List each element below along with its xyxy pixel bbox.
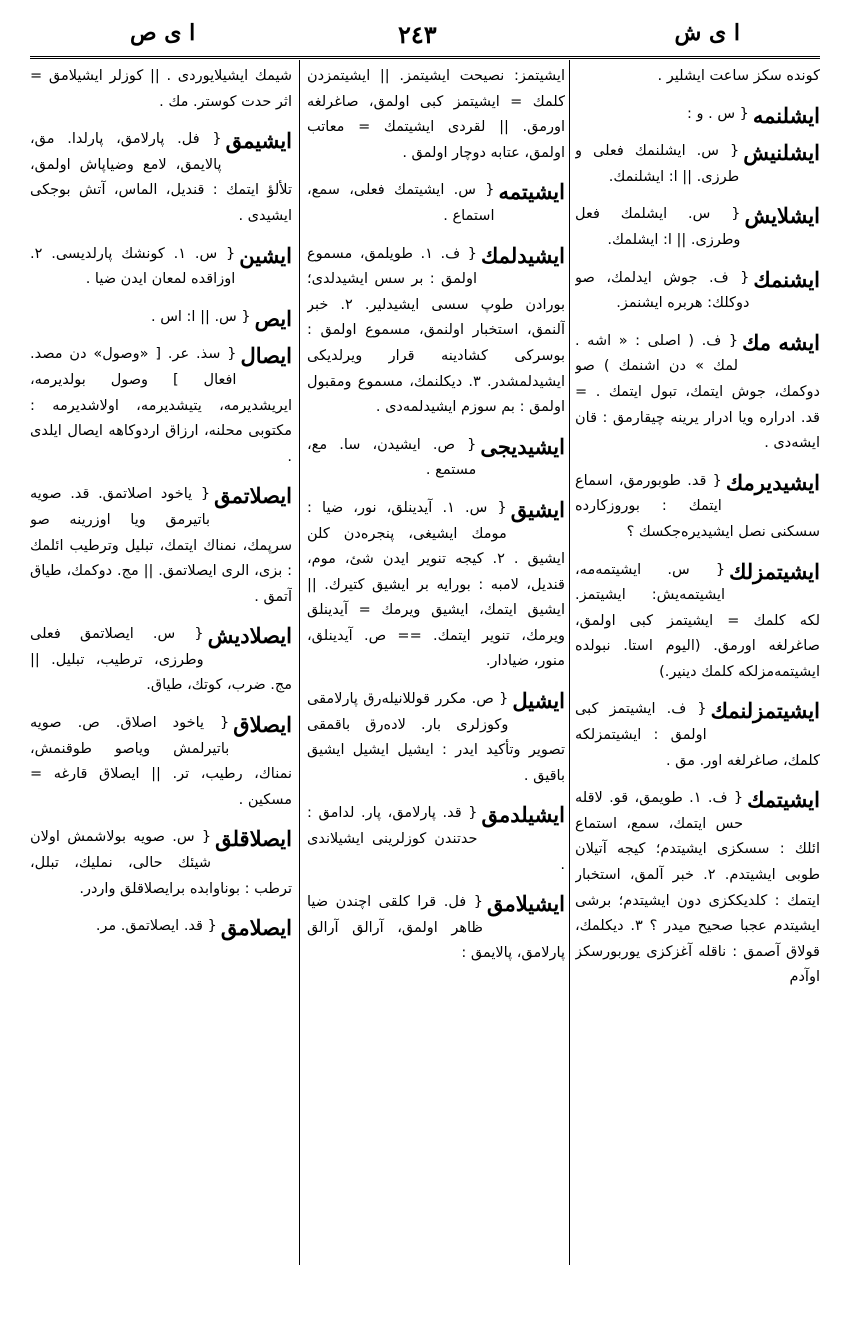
dictionary-entry — [30, 825, 292, 902]
entry-headword: ايشيلدمق — [481, 802, 565, 828]
dictionary-entry — [30, 242, 292, 293]
entry-headword: ايشيمق — [225, 128, 292, 154]
entry-definition: شيمك ايشيلايوردى . || كوزلر ايشيلامق = اثر حدت كوستر. مك . — [30, 68, 292, 110]
entry-definition: { ف. ( اصلى : « اشه . لمك » دن اشنمك ) صو دوكمك، جوش ايتمك، تبول ايتمك . = قد. ادراره ويا ادرار يرينه چيقارمق : قان ايشه‌دى . — [575, 332, 820, 452]
column-right — [575, 64, 820, 1264]
entry-definition: { س. ايشلنمك فعلى و طرزى. || ا: ايشلنمك. — [575, 143, 740, 185]
dictionary-entry — [575, 139, 820, 190]
entry-headword: ايشلنمه — [752, 102, 820, 128]
dictionary-entry — [307, 178, 565, 229]
entry-definition: { س. || ا: اس . — [150, 308, 251, 325]
entry-definition: { س. ١. كونشك پارلديسى. ٢. اوزاقده لمعان ايدن ضيا . — [30, 245, 236, 288]
entry-definition: { ص. مكرر قوللانيله‌رق پارلامقى وكوزلرى بار. لاده‌رق باقمقى تصوير وتأكيد ايدر : ايشيل ايشيل ايشيق باقيق . — [307, 691, 565, 784]
entry-definition: { ف. ١. طويمق، قو. لاقله حس ايتمك، سمع، استماع ائلك : سسكزى ايشيتدم؛ كيجه آتيلان طوبى ايشيتدم. ٢. خبر آلمق، استخبار ايتمك : كلديككزى دون ايشيتدم؛ برشى ايشيتدم عجبا صحيح ميدر ؟ ٣. ديكلمك، قولاق آصمق : ناقله آغزكزى يوربورسكز اوآدم — [575, 790, 820, 986]
dictionary-entry — [307, 496, 565, 675]
header-left-guide: ا ى ص — [130, 20, 196, 46]
entry-headword: ايشيتمك — [747, 787, 820, 813]
entry-definition: { فل. پارلامق، پارلدا. مق، پالايمق، لامع وضياپاش اولمق، تلألؤ ايتمك : قنديل، الماس، آتش بوجكى ايشيدى . — [30, 131, 292, 224]
entry-definition: { س. صويه بولاشمش اولان شيئك حالى، نمليك، تبلل، ترطب : بوناوابده برايصلاقلق واردر. — [30, 829, 292, 897]
entry-headword: ايشيتمزلنمك — [710, 698, 820, 724]
entry-headword: ايشنمك — [753, 266, 820, 292]
entry-definition: { قد. طوبورمق، اسماع ايتمك : بوروزكارده سسكنى نصل ايشيديره‌جكسك ؟ — [575, 472, 820, 540]
entry-headword: ايصلاق — [233, 712, 292, 738]
dictionary-entry — [30, 64, 292, 115]
dictionary-entry — [575, 202, 820, 253]
dictionary-entry — [307, 433, 565, 484]
entry-headword: ايشيديرمك — [725, 469, 820, 495]
page-number: ٢٤٣ — [398, 20, 437, 49]
entry-headword: ايصلاتمق — [214, 483, 292, 509]
entry-definition: { س. ايشيتمه‌مه، ايشيتمه‌يش: ايشيتمز. لكه كلمك = ايشيتمز كبى اولمق، صاغرلغه اورمق. (اليوم استا. نبولده ايشيتمه‌مزلكه كلمك دينير.) — [575, 561, 820, 680]
entry-headword: ايشيديجى — [480, 433, 565, 459]
entry-headword: ايصلاديش — [207, 623, 292, 649]
dictionary-entry — [575, 558, 820, 686]
header-right-guide: ا ى ش — [674, 20, 740, 46]
dictionary-entry — [30, 305, 292, 331]
column-divider — [299, 60, 300, 1265]
entry-definition: { س. ايشيتمك فعلى، سمع، استماع . — [307, 182, 495, 224]
entry-definition: ايشيتمز: نصيحت ايشيتمز. || ايشيتمزدن كلمك = ايشيتمز كبى اولمق، صاغرلغه اورمق. || لقردى ايشيتمك = معاتب اولمق، عتابه دوچار اولمق . — [307, 68, 565, 161]
entry-definition: { سذ. عر. [ «وصول» دن مصد. افعال ] وصول بولديرمه، ايريشديرمه، يتيشديرمه، اولاشديرمه : مكتوبى محلنه، ارزاق اردوكاهه ايصال ايلدى . — [30, 346, 292, 465]
dictionary-entry — [575, 329, 820, 457]
column-left — [30, 64, 292, 1264]
entry-headword: ايشين — [239, 242, 292, 268]
dictionary-entry — [575, 469, 820, 546]
entry-definition: { قد. ايصلاتمق. مر. — [95, 918, 217, 935]
dictionary-entry — [307, 687, 565, 789]
entry-headword: ايشيتمه — [498, 179, 565, 205]
page-header — [30, 12, 820, 56]
dictionary-entry — [307, 64, 565, 166]
entry-definition: { ف. جوش ايدلمك، صو دوكلك: هربره ايشنمز. — [575, 269, 750, 312]
dictionary-entry — [575, 786, 820, 991]
dictionary-entry — [30, 482, 292, 610]
entry-headword: ايشلايش — [744, 203, 820, 229]
entry-definition: { س. ١. آيدينلق، نور، ضيا : مومك ايشيغى، پنجره‌دن كلن ايشيق . ٢. كيجه تنوير ايدن شئ، موم، قنديل، لامبه : بورايه بر ايشيق كتيرك. || ايشيق ايتمك، ايشيق ويرمك = آيدينلق ويرمك، تنوير ايتمك. == ص. آيدينلق، منور، ضيادار. — [307, 499, 565, 670]
entry-definition: { ياخود اصلاق. ص. صويه باتيرلمش وياصو طوقنمش، نمناك، رطيب، تر. || ايصلاق قارغه = مسكين . — [30, 715, 292, 808]
entry-headword: ايشلنيش — [743, 140, 820, 166]
entry-headword: ايصلاقلق — [215, 826, 292, 852]
entry-definition: { ف. ١. طويلمق، مسموع اولمق : بر سس ايشيدلدى؛ بورادن طوپ سسى ايشيدلير. ٢. خبر آلنمق، استخبار اولنمق، مسموع اولمق : بوسركى كشادينه قرار ويرلديكى ايشيدلمشدر. ٣. ديكلنمك، مسموع ومقبول اولمق : بم سوزم ايشيدلمه‌دى . — [307, 245, 565, 416]
dictionary-entry — [575, 64, 820, 90]
entry-headword: ايص — [254, 305, 292, 331]
dictionary-entry — [575, 697, 820, 774]
entry-headword: ايشه مك — [742, 329, 820, 355]
entry-headword: ايشيق — [510, 496, 565, 522]
dictionary-entry — [30, 127, 292, 229]
entry-definition: كونده سكز ساعت ايشلير . — [657, 68, 820, 84]
dictionary-entry — [307, 801, 565, 878]
entry-definition: { س . و : — [687, 105, 749, 122]
entry-definition: { فل. قرا كلقى اچندن ضيا ظاهر اولمق، آرالق آرالق پارلامق، پالايمق : — [307, 894, 565, 962]
entry-headword: ايشيل — [512, 688, 565, 714]
entry-headword: ايشيتمزلك — [729, 558, 820, 584]
dictionary-entry — [30, 711, 292, 813]
dictionary-entry — [30, 342, 292, 470]
entry-headword: ايصلامق — [220, 915, 292, 941]
dictionary-entry — [575, 102, 820, 128]
header-rule — [30, 56, 820, 59]
entry-headword: ايشيدلمك — [480, 242, 565, 268]
entry-headword: ايشيلامق — [486, 891, 565, 917]
dictionary-entry — [30, 914, 292, 940]
entry-headword: ايصال — [240, 343, 292, 369]
column-middle — [307, 64, 565, 1264]
dictionary-entry — [307, 890, 565, 967]
column-divider — [569, 60, 570, 1265]
dictionary-entry — [307, 242, 565, 421]
entry-definition: { ف. ايشيتمز كبى اولمق : ايشيتمزلكه كلمك، صاغرلغه اور. مق . — [575, 701, 820, 769]
entry-definition: { س. ايصلاتمق فعلى وطرزى، ترطيب، تبليل. || مج. ضرب، كوتك، طياق. — [30, 626, 292, 694]
entry-definition: { ياخود اصلاتمق. قد. صويه باتيرمق ويا اوزرينه صو سرپمك، نمناك ايتمك، تبليل وترطيب ائلمك : بزى، الرى ايصلاتمق. || مج. دوكمك، طياق آتمق . — [30, 486, 292, 605]
entry-definition: { س. ايشلمك فعل وطرزى. || ا: ايشلمك. — [575, 206, 741, 248]
entry-definition: { قد. پارلامق، پار. لدامق : حدتندن كوزلرينى ايشيلاندى . — [307, 805, 565, 873]
entry-definition: { ص. ايشيدن، سا. مع، مستمع . — [307, 436, 477, 479]
dictionary-entry — [575, 266, 820, 317]
dictionary-entry — [30, 622, 292, 699]
